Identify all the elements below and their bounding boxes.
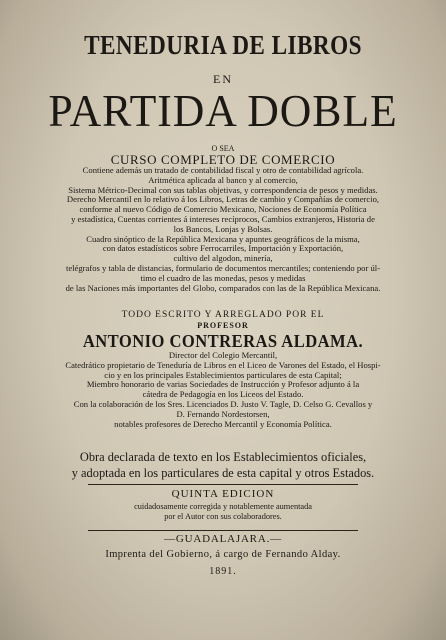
contents-line: conforme al nuevo Código de Comercio Mexicano, Nociones de Economía Política [79,204,367,215]
declaration-block [0,449,446,481]
title-line-2: PARTIDA DOBLE [48,85,398,136]
contents-line: los Bancos, Lonjas y Bolsas. [173,223,273,234]
contents-line: Derecho Mercantil en lo relativo á los Libros, Letras de cambio y Compañías de comercio, [66,194,380,205]
imprint-year: 1891. [209,566,237,577]
credential-line: cio y en los principales Establecimientos particulares de esta Capital; [104,369,342,380]
edition-label: QUINTA EDICION [171,488,275,500]
credential-line: Miembro honorario de varias Sociedades de Instrucción y Profesor adjunto á la [86,379,360,390]
edition-notes [0,502,446,521]
subtitle-curso: CURSO COMPLETO DE COMERCIO [110,152,336,167]
contents-line: Contiene además un tratado de contabilidad fiscal y otro de contabilidad agrícola. [82,165,364,175]
credential-line: notables profesores de Derecho Mercantil y Economía Política. [114,418,332,429]
imprint-city: —GUADALAJARA.— [164,533,282,545]
edition-note-line: por el Autor con sus colaboradores. [164,511,282,521]
contents-line: timo el cuadro de las monedas, pesos y medidas [140,272,306,283]
author-name: ANTONIO CONTRERAS ALDAMA. [82,331,364,351]
imprint-printer: Imprenta del Gobierno, á cargo de Fernando Alday. [105,549,341,560]
credentials-block [0,351,446,429]
o-sea-label: O SEA [211,144,235,153]
contents-line: y estadística, Cuentas corrientes á intereses recíprocos, Cambios extranjeros, Historia de [71,213,375,224]
written-by-line: TODO ESCRITO Y ARREGLADO POR EL [121,310,325,320]
contents-line: Cuadro sinóptico de la República Mexicana y apuntes geográficos de la misma, [86,233,360,244]
credential-line: Director del Colegio Mercantil, [168,350,278,360]
contents-line: cultivo del algodon, minería, [173,253,273,264]
divider-rule [88,484,358,485]
credential-line: Con la colaboración de los Sres. Licenciados D. Justo V. Tagle, D. Celso G. Cevallos y [73,398,373,409]
contents-line: Aritmética aplicada al banco y al comercio, [148,174,298,185]
declaration-line: Obra declarada de texto en los Establecimientos oficiales, [79,450,367,464]
divider-rule [88,530,358,531]
title-connector: EN [213,72,233,86]
edition-note-line: cuidadosamente corregida y notablemente aumentada [134,502,312,511]
profesor-label: PROFESOR [197,321,249,330]
credential-line: D. Fernando Nordestorsen, [176,408,270,419]
contents-block [0,166,446,293]
credential-line: Catedrático propietario de Teneduría de Libros en el Liceo de Varones del Estado, el Hospi- [65,359,381,370]
contents-line: telégrafos y tabla de distancias, formulario de documentos mercantiles; conteniendo por úl- [65,262,381,273]
contents-line: Sistema Métrico-Decimal con sus tablas objetivas, y correspondencia de pesos y medidas. [68,184,378,195]
declaration-line: y adoptada en los particulares de esta capital y otros Estados. [71,466,375,480]
title-line-1: TENEDURIA DE LIBROS [84,30,362,60]
contents-line: de las Naciones más importantes del Globo, comparados con las de la República Mexicana. [65,282,381,293]
credential-line: cátedra de Pedagogía en los Liceos del Estado. [142,389,304,400]
contents-line: con datos estadísticos sobre Ferrocarriles, Importación y Exportación, [102,243,344,254]
